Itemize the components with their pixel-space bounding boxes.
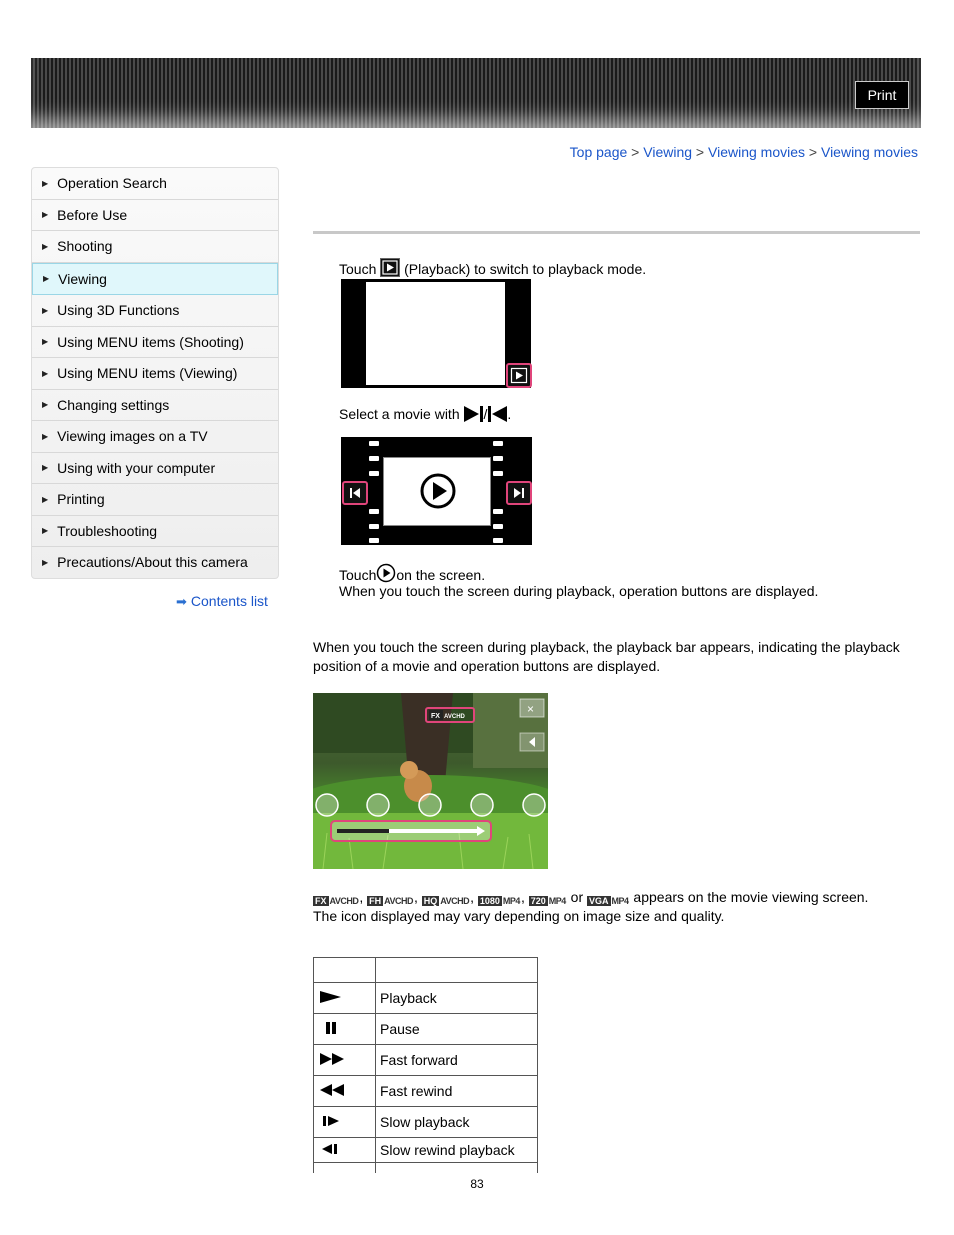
sidebar-item-label: Printing (57, 491, 105, 508)
contents-list-label: Contents list (190, 593, 268, 609)
playback-bar-description-line1: When you touch the screen during playback, the playback bar appears, indicating the playback (313, 639, 900, 655)
or-text: or (570, 889, 584, 905)
triangle-right-icon: ▶ (42, 337, 49, 347)
next-button-highlight (506, 481, 532, 505)
play-icon (318, 990, 342, 1004)
triangle-right-icon: ▶ (42, 431, 49, 441)
table-label-cell: Slow playback (376, 1107, 538, 1138)
step2-pre: Select a movie with (339, 406, 460, 422)
sep: , (413, 889, 418, 905)
table-cell (314, 1163, 376, 1174)
hq-avchd-icon (422, 894, 470, 908)
slow-playback-icon (318, 1114, 342, 1128)
avchd-label: AVCHD (384, 896, 413, 906)
triangle-right-icon: ▶ (42, 210, 49, 220)
sidebar-item-label: Operation Search (57, 175, 167, 192)
step1-text (339, 258, 646, 279)
sidebar-item-troubleshooting[interactable] (32, 516, 278, 548)
avchd-label: AVCHD (329, 896, 359, 906)
film-perforation (369, 524, 379, 529)
sidebar-item-computer[interactable] (32, 453, 278, 485)
playback-button-highlight (506, 363, 532, 388)
play-circle-icon (420, 473, 456, 509)
triangle-right-icon: ▶ (42, 178, 49, 188)
sidebar-item-shooting[interactable] (32, 231, 278, 263)
mp4-label: MP4 (502, 896, 520, 906)
playback-screen-illustration (341, 279, 531, 388)
sidebar-item-before-use[interactable] (32, 200, 278, 232)
sidebar-item-label: Using MENU items (Shooting) (57, 333, 244, 350)
triangle-right-icon: ▶ (42, 368, 49, 378)
mp4-label: MP4 (548, 896, 566, 906)
fh-label: FH (369, 896, 382, 906)
playback-bar-description-line2: position of a movie and operation buttons are displayed. (313, 658, 661, 674)
arrow-right-icon: ➡ (176, 594, 187, 609)
table-icon-cell (314, 1014, 376, 1045)
table-row (314, 1138, 538, 1163)
sidebar-item-label: Changing settings (57, 396, 170, 413)
triangle-right-icon: ▶ (43, 274, 50, 284)
breadcrumb-separator: > (631, 144, 640, 160)
triangle-right-icon: ▶ (42, 241, 49, 251)
hq-label: HQ (423, 896, 438, 906)
table-cell (376, 1163, 538, 1174)
table-icon-cell (314, 1076, 376, 1107)
sidebar-item-label: Precautions/About this camera (57, 554, 248, 571)
sep: , (520, 889, 525, 905)
triangle-right-icon: ▶ (42, 557, 49, 567)
sidebar-item-printing[interactable] (32, 484, 278, 516)
sidebar-item-changing-settings[interactable] (32, 390, 278, 422)
table-header-row (314, 958, 538, 983)
sidebar-item-label: Troubleshooting (57, 522, 158, 539)
breadcrumb-viewing[interactable]: Viewing (643, 144, 693, 160)
film-perforation (493, 456, 503, 461)
table-label-cell: Pause (376, 1014, 538, 1045)
format-icons-note: The icon displayed may vary depending on image size and quality. (313, 908, 725, 924)
720-mp4-icon (529, 894, 567, 908)
film-perforation (493, 538, 503, 543)
step1-pre: Touch (339, 261, 377, 277)
table-icon-cell (314, 1138, 376, 1163)
screen-area (366, 282, 505, 385)
sidebar-item-label: Before Use (57, 206, 128, 223)
header-banner (31, 58, 921, 128)
film-perforation (369, 456, 379, 461)
page-number: 83 (470, 1177, 484, 1191)
svg-text:AVCHD: AVCHD (444, 714, 465, 720)
sidebar-item-viewing-tv[interactable] (32, 421, 278, 453)
movie-playback-photo (313, 693, 548, 869)
film-perforation (493, 509, 503, 514)
table-row-partial (314, 1163, 538, 1174)
1080-mp4-icon (478, 894, 521, 908)
play-circle-icon (376, 563, 396, 583)
table-icon-cell (314, 1045, 376, 1076)
breadcrumb-viewing-movies[interactable]: Viewing movies (708, 144, 806, 160)
contents-list-link[interactable] (176, 593, 268, 610)
slow-rewind-icon (318, 1142, 342, 1156)
table-label-cell: Fast rewind (376, 1076, 538, 1107)
film-perforation (369, 538, 379, 543)
fx-avchd-icon (313, 894, 359, 908)
sidebar-item-label: Shooting (57, 238, 113, 255)
step2-post: . (507, 406, 512, 422)
mp4-label: MP4 (611, 896, 629, 906)
format-icons-post: appears on the movie viewing screen. (633, 889, 869, 905)
table-row (314, 1076, 538, 1107)
sidebar-item-label: Viewing (58, 270, 107, 287)
film-perforation (493, 441, 503, 446)
sidebar-item-label: Viewing images on a TV (57, 428, 208, 445)
table-row (314, 1107, 538, 1138)
sep: , (359, 889, 364, 905)
table-row (314, 1045, 538, 1076)
svg-text:FX: FX (431, 713, 440, 720)
table-row (314, 983, 538, 1014)
triangle-right-icon: ▶ (42, 400, 49, 410)
step3-note: When you touch the screen during playback, operation buttons are displayed. (339, 583, 819, 599)
previous-button-highlight (342, 481, 368, 505)
playback-icon (508, 365, 530, 386)
table-icon-cell (314, 983, 376, 1014)
sidebar-item-menu-viewing[interactable] (32, 358, 278, 390)
table-label-cell: Playback (376, 983, 538, 1014)
playback-icon (380, 258, 400, 277)
breadcrumb (570, 144, 918, 160)
breadcrumb-separator: > (695, 144, 705, 160)
print-button[interactable]: Print (855, 81, 909, 109)
film-perforation (369, 471, 379, 476)
movie-frame (383, 457, 491, 526)
triangle-right-icon: ▶ (42, 526, 49, 536)
title-divider (313, 231, 920, 234)
sidebar-item-label: Using with your computer (57, 459, 216, 476)
p720-label: 720 (530, 896, 546, 906)
sidebar-item-precautions[interactable] (32, 547, 278, 578)
p1080-label: 1080 (479, 896, 500, 906)
svg-text:×: × (527, 702, 535, 716)
pause-icon (318, 1021, 342, 1035)
triangle-right-icon: ▶ (42, 463, 49, 473)
step3-post: on the screen. (396, 567, 486, 583)
fast-rewind-icon (318, 1083, 346, 1097)
operation-buttons-table (313, 957, 538, 1173)
sidebar-nav (31, 167, 279, 579)
step2-slash: / (483, 406, 488, 422)
breadcrumb-viewing-movies-current[interactable]: Viewing movies (820, 144, 918, 160)
step1-post: (Playback) to switch to playback mode. (404, 261, 647, 277)
previous-icon (344, 483, 366, 503)
movie-select-illustration (341, 437, 532, 545)
avchd-label: AVCHD (440, 896, 470, 906)
sep: , (470, 889, 474, 905)
film-perforation (493, 471, 503, 476)
breadcrumb-separator: > (808, 144, 818, 160)
table-header-cell (376, 958, 538, 983)
fast-forward-icon (318, 1052, 346, 1066)
next-icon (508, 483, 530, 503)
table-label-cell: Fast forward (376, 1045, 538, 1076)
kitten-on-grass-image (313, 693, 548, 869)
triangle-right-icon: ▶ (42, 305, 49, 315)
breadcrumb-top-page[interactable]: Top page (569, 144, 628, 160)
sidebar-item-viewing[interactable] (32, 263, 278, 296)
table-icon-cell (314, 1107, 376, 1138)
fh-avchd-icon (367, 894, 414, 908)
film-perforation (369, 441, 379, 446)
table-label-cell: Slow rewind playback (376, 1138, 538, 1163)
table-header-cell (314, 958, 376, 983)
sidebar-item-menu-shooting[interactable] (32, 327, 278, 359)
vga-mp4-icon (587, 894, 630, 908)
table-row (314, 1014, 538, 1045)
sidebar-item-operation-search[interactable] (32, 168, 278, 200)
previous-icon (487, 406, 507, 422)
next-icon (464, 406, 484, 422)
sidebar-item-label: Using 3D Functions (57, 302, 180, 319)
vga-label: VGA (589, 896, 609, 906)
film-perforation (493, 524, 503, 529)
step3-pre: Touch (339, 567, 377, 583)
step2-text (339, 405, 511, 424)
sidebar-item-label: Using MENU items (Viewing) (57, 365, 238, 382)
film-perforation (369, 509, 379, 514)
format-icons-line (313, 888, 868, 908)
sidebar-item-3d-functions[interactable] (32, 295, 278, 327)
fx-label: FX (315, 896, 327, 906)
triangle-right-icon: ▶ (42, 494, 49, 504)
